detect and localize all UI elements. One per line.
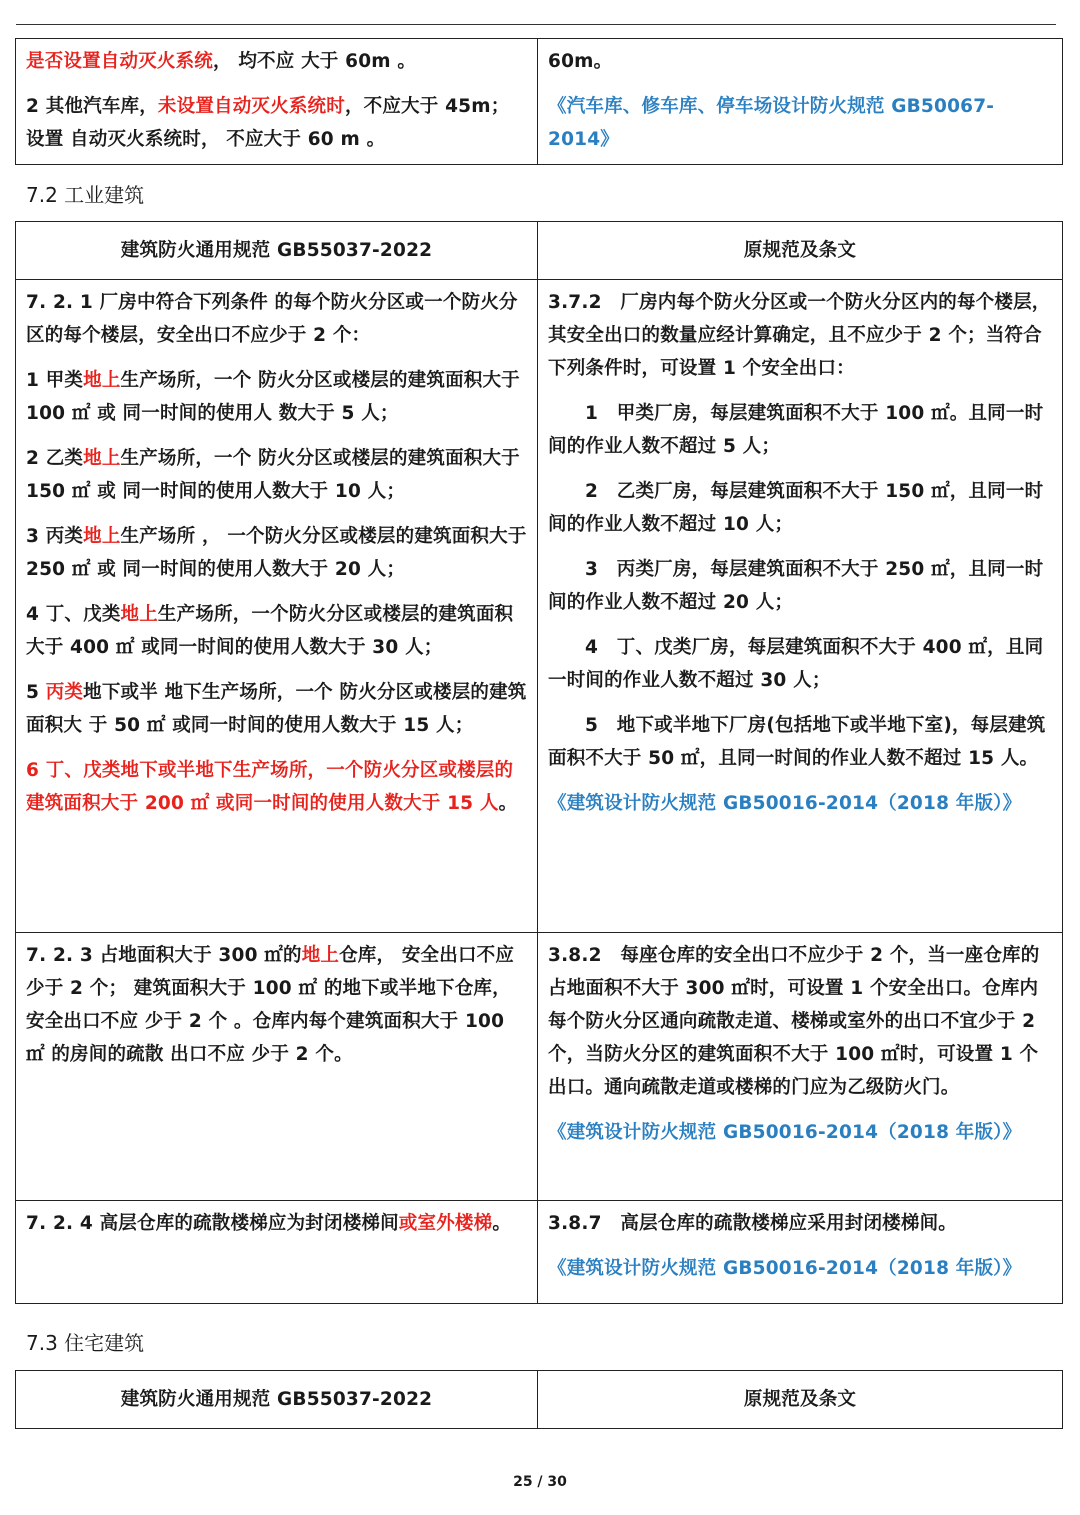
clause-text: 4 丁、戊类厂房，每层建筑面积不大于 400 ㎡，且同一时间的作业人数不超过 30 人；	[548, 637, 1044, 691]
highlighted-text: 6 丁、戊类地下或半地下生产场所，一个防火分区或楼层的建筑面积大于 200 ㎡ 或同一时间的使用人数大于 15 人	[26, 760, 514, 814]
clause-text: ， 均不应 大于 60m 。	[213, 51, 417, 72]
clause-paragraph	[26, 364, 527, 430]
clause-paragraph	[26, 1207, 527, 1240]
table-row	[16, 280, 1063, 933]
highlighted-text: 地上	[83, 526, 121, 547]
new-code-cell	[16, 39, 538, 165]
clause-text: 。	[492, 1213, 512, 1234]
old-code-cell	[538, 280, 1063, 933]
comparison-table-industrial	[15, 221, 1063, 1304]
clause-paragraph	[548, 939, 1052, 1104]
old-code-cell	[538, 39, 1063, 165]
clause-paragraph	[26, 90, 527, 156]
clause-text: 4 丁、戊类	[26, 604, 121, 625]
source-citation: 《建筑设计防火规范 GB50016-2014（2018 年版）》	[548, 1258, 1022, 1279]
clause-text: 5	[26, 682, 46, 703]
clause-paragraph	[548, 286, 1052, 385]
old-code-cell	[538, 1201, 1063, 1304]
source-citation: 《建筑设计防火规范 GB50016-2014（2018 年版）》	[548, 793, 1022, 814]
clause-text: 2 乙类	[26, 448, 84, 469]
clause-paragraph	[548, 787, 1052, 820]
clause-text: 3 丙类	[26, 526, 84, 547]
clause-paragraph	[548, 1207, 1052, 1240]
highlighted-text: 是否设置自动灭火系统	[26, 51, 214, 72]
clause-text: 生产场所，一个防火分区或楼层的建筑面积大于 400 ㎡ 或同一时间的使用人数大于 30 人；	[26, 604, 514, 658]
comparison-table-residential	[15, 1370, 1063, 1429]
clause-paragraph	[26, 676, 527, 742]
table-row	[16, 1201, 1063, 1304]
section-heading-7-2: 7.2 工业建筑	[26, 183, 145, 207]
top-rule	[16, 24, 1056, 25]
new-code-cell	[16, 1201, 538, 1304]
clause-text: 60m。	[548, 51, 613, 72]
clause-text: 3 丙类厂房，每层建筑面积不大于 250 ㎡，且同一时间的作业人数不超过 20 人；	[548, 559, 1044, 613]
old-code-cell	[538, 933, 1063, 1201]
clause-paragraph	[548, 553, 1052, 619]
clause-text: 仓库， 安全出口不应少于 2 个； 建筑面积大于 100 ㎡ 的地下或半地下仓库，安全出口不应 少于 2 个 。仓库内每个建筑面积大于 100 ㎡ 的房间的疏散 出口不应 少于 2 个。	[26, 945, 515, 1065]
clause-paragraph	[548, 90, 1052, 156]
clause-paragraph	[548, 631, 1052, 697]
clause-text: 生产场所，一个 防火分区或楼层的建筑面积大于 150 ㎡ 或 同一时间的使用人数大于 10 人；	[26, 448, 520, 502]
clause-text: 3.7.2 厂房内每个防火分区或一个防火分区内的每个楼层，其安全出口的数量应经计算确定，且不应少于 2 个；当符合下列条件时，可设置 1 个安全出口：	[548, 292, 1051, 379]
table-header-row	[16, 1371, 1063, 1429]
section-heading-7-3: 7.3 住宅建筑	[26, 1331, 145, 1355]
clause-paragraph	[548, 475, 1052, 541]
clause-paragraph	[548, 709, 1052, 775]
clause-text: 生产场所 ， 一个防火分区或楼层的建筑面积大于 250 ㎡ 或 同一时间的使用人数大于 20 人；	[26, 526, 527, 580]
table-row	[16, 933, 1063, 1201]
header-new-code: 建筑防火通用规范 GB55037-2022	[16, 222, 538, 280]
page-number: 25 / 30	[513, 1474, 567, 1490]
clause-paragraph	[26, 939, 527, 1071]
header-old-code: 原规范及条文	[538, 222, 1063, 280]
highlighted-text: 未设置自动灭火系统时	[157, 96, 345, 117]
clause-text: 2 乙类厂房，每层建筑面积不大于 150 ㎡，且同一时间的作业人数不超过 10 人；	[548, 481, 1044, 535]
clause-text: 1 甲类厂房，每层建筑面积不大于 100 ㎡。且同一时间的作业人数不超过 5 人；	[548, 403, 1044, 457]
highlighted-text: 地上	[83, 370, 121, 391]
clause-paragraph	[548, 45, 1052, 78]
clause-text: 2 其他汽车库，	[26, 96, 158, 117]
clause-paragraph	[26, 45, 527, 78]
clause-paragraph	[548, 1252, 1052, 1285]
highlighted-text: 地上	[83, 448, 121, 469]
source-citation: 《汽车库、修车库、停车场设计防火规范 GB50067-2014》	[548, 96, 995, 150]
highlighted-text: 地上	[301, 945, 340, 966]
clause-text: ，不应大于 45m；设置 自动灭火系统时， 不应大于 60 m 。	[26, 96, 510, 150]
table-row	[16, 39, 1063, 165]
clause-paragraph	[548, 1116, 1052, 1149]
clause-text: 7. 2. 3 占地面积大于 300 ㎡的	[26, 945, 302, 966]
clause-text: 地下或半 地下生产场所，一个 防火分区或楼层的建筑 面积大 于 50 ㎡ 或同一时间的使用人数大于 15 人；	[26, 682, 527, 736]
clause-paragraph	[26, 520, 527, 586]
clause-text: 生产场所，一个 防火分区或楼层的建筑面积大于 100 ㎡ 或 同一时间的使用人 数大于 5 人；	[26, 370, 520, 424]
highlighted-text: 或室外楼梯	[398, 1213, 493, 1234]
header-old-code: 原规范及条文	[538, 1371, 1063, 1429]
new-code-cell	[16, 280, 538, 933]
header-new-code: 建筑防火通用规范 GB55037-2022	[16, 1371, 538, 1429]
table-header-row	[16, 222, 1063, 280]
clause-text: 7. 2. 1 厂房中符合下列条件 的每个防火分区或一个防火分区的每个楼层，安全出口不应少于 2 个：	[26, 292, 518, 346]
source-citation: 《建筑设计防火规范 GB50016-2014（2018 年版）》	[548, 1122, 1022, 1143]
highlighted-text: 丙类	[45, 682, 84, 703]
clause-paragraph	[548, 397, 1052, 463]
clause-text: 3.8.7 高层仓库的疏散楼梯应采用封闭楼梯间。	[548, 1213, 957, 1234]
highlighted-text: 地上	[120, 604, 158, 625]
comparison-table-continued	[15, 38, 1063, 165]
clause-paragraph	[26, 598, 527, 664]
clause-text: 1 甲类	[26, 370, 84, 391]
clause-paragraph	[26, 286, 527, 352]
clause-text: 7. 2. 4 高层仓库的疏散楼梯应为封闭楼梯间	[26, 1213, 399, 1234]
clause-text: 3.8.2 每座仓库的安全出口不应少于 2 个，当一座仓库的占地面积不大于 300 ㎡时，可设置 1 个安全出口。仓库内每个防火分区通向疏散走道、楼梯或室外的出口不宜少于 2 个，当防火分区的建筑面积不大于 100 ㎡时，可设置 1 个出口。通向疏散走道或楼梯的门应为乙级防火门。	[548, 945, 1040, 1098]
clause-paragraph	[26, 442, 527, 508]
clause-text: 5 地下或半地下厂房(包括地下或半地下室)，每层建筑面积不大于 50 ㎡，且同一时间的作业人数不超过 15 人。	[548, 715, 1046, 769]
clause-text: 。	[498, 793, 518, 814]
new-code-cell	[16, 933, 538, 1201]
clause-paragraph	[26, 754, 527, 820]
